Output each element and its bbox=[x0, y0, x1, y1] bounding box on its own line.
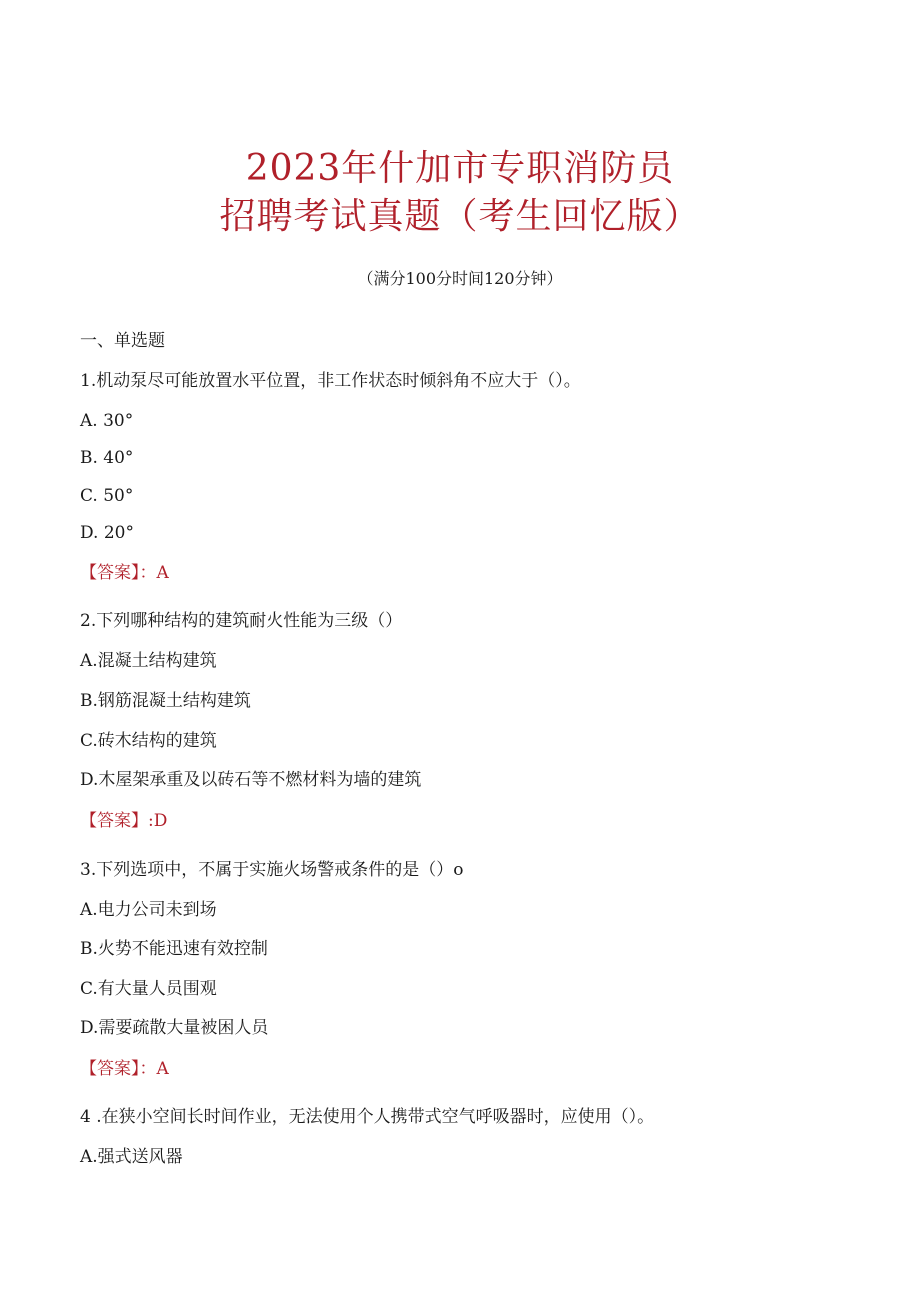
question-2-answer bbox=[80, 810, 167, 832]
question-2-option-c: C.砖木结构的建筑 bbox=[80, 731, 217, 751]
answer-value: ：A bbox=[139, 563, 169, 583]
question-4-stem: 4 .在狭小空间长时间作业，无法使用个人携带式空气呼吸器时，应使用（）。 bbox=[80, 1107, 655, 1127]
question-1-option-c: C. 50° bbox=[80, 486, 134, 506]
question-1-option-d: D. 20° bbox=[80, 523, 134, 543]
question-3-option-a: A.电力公司未到场 bbox=[80, 900, 217, 920]
answer-label: 【答案】 bbox=[80, 563, 140, 583]
question-3-option-d: D.需要疏散大量被困人员 bbox=[80, 1018, 269, 1038]
answer-value: :D bbox=[148, 811, 168, 831]
question-2-stem: 2.下列哪种结构的建筑耐火性能为三级（） bbox=[80, 611, 403, 631]
answer-value: ：A bbox=[139, 1059, 169, 1079]
question-2-option-a: A.混凝土结构建筑 bbox=[80, 651, 217, 671]
section-heading: 一、单选题 bbox=[80, 331, 165, 351]
question-2-option-d: D.木屋架承重及以砖石等不燃材料为墙的建筑 bbox=[80, 770, 422, 790]
question-1-option-b: B. 40° bbox=[80, 448, 134, 468]
answer-label: 【答案】 bbox=[80, 1059, 140, 1079]
question-3-stem: 3.下列选项中，不属于实施火场警戒条件的是（）o bbox=[80, 860, 464, 880]
question-1-stem: 1.机动泵尽可能放置水平位置，非工作状态时倾斜角不应大于（）。 bbox=[80, 371, 581, 391]
answer-label: 【答案】 bbox=[80, 811, 148, 831]
question-1-answer bbox=[80, 562, 169, 584]
document-title-line1: 2023年什加市专职消防员 bbox=[245, 148, 675, 189]
question-4-option-a: A.强式送风器 bbox=[80, 1147, 183, 1167]
document-title-line2: 招聘考试真题（考生回忆版） bbox=[219, 196, 701, 237]
question-3-option-c: C.有大量人员围观 bbox=[80, 979, 217, 999]
question-3-option-b: B.火势不能迅速有效控制 bbox=[80, 939, 268, 959]
question-2-option-b: B.钢筋混凝土结构建筑 bbox=[80, 691, 251, 711]
exam-info: （满分100分时间120分钟） bbox=[357, 269, 563, 288]
question-3-answer bbox=[80, 1058, 169, 1080]
question-1-option-a: A. 30° bbox=[80, 411, 134, 431]
